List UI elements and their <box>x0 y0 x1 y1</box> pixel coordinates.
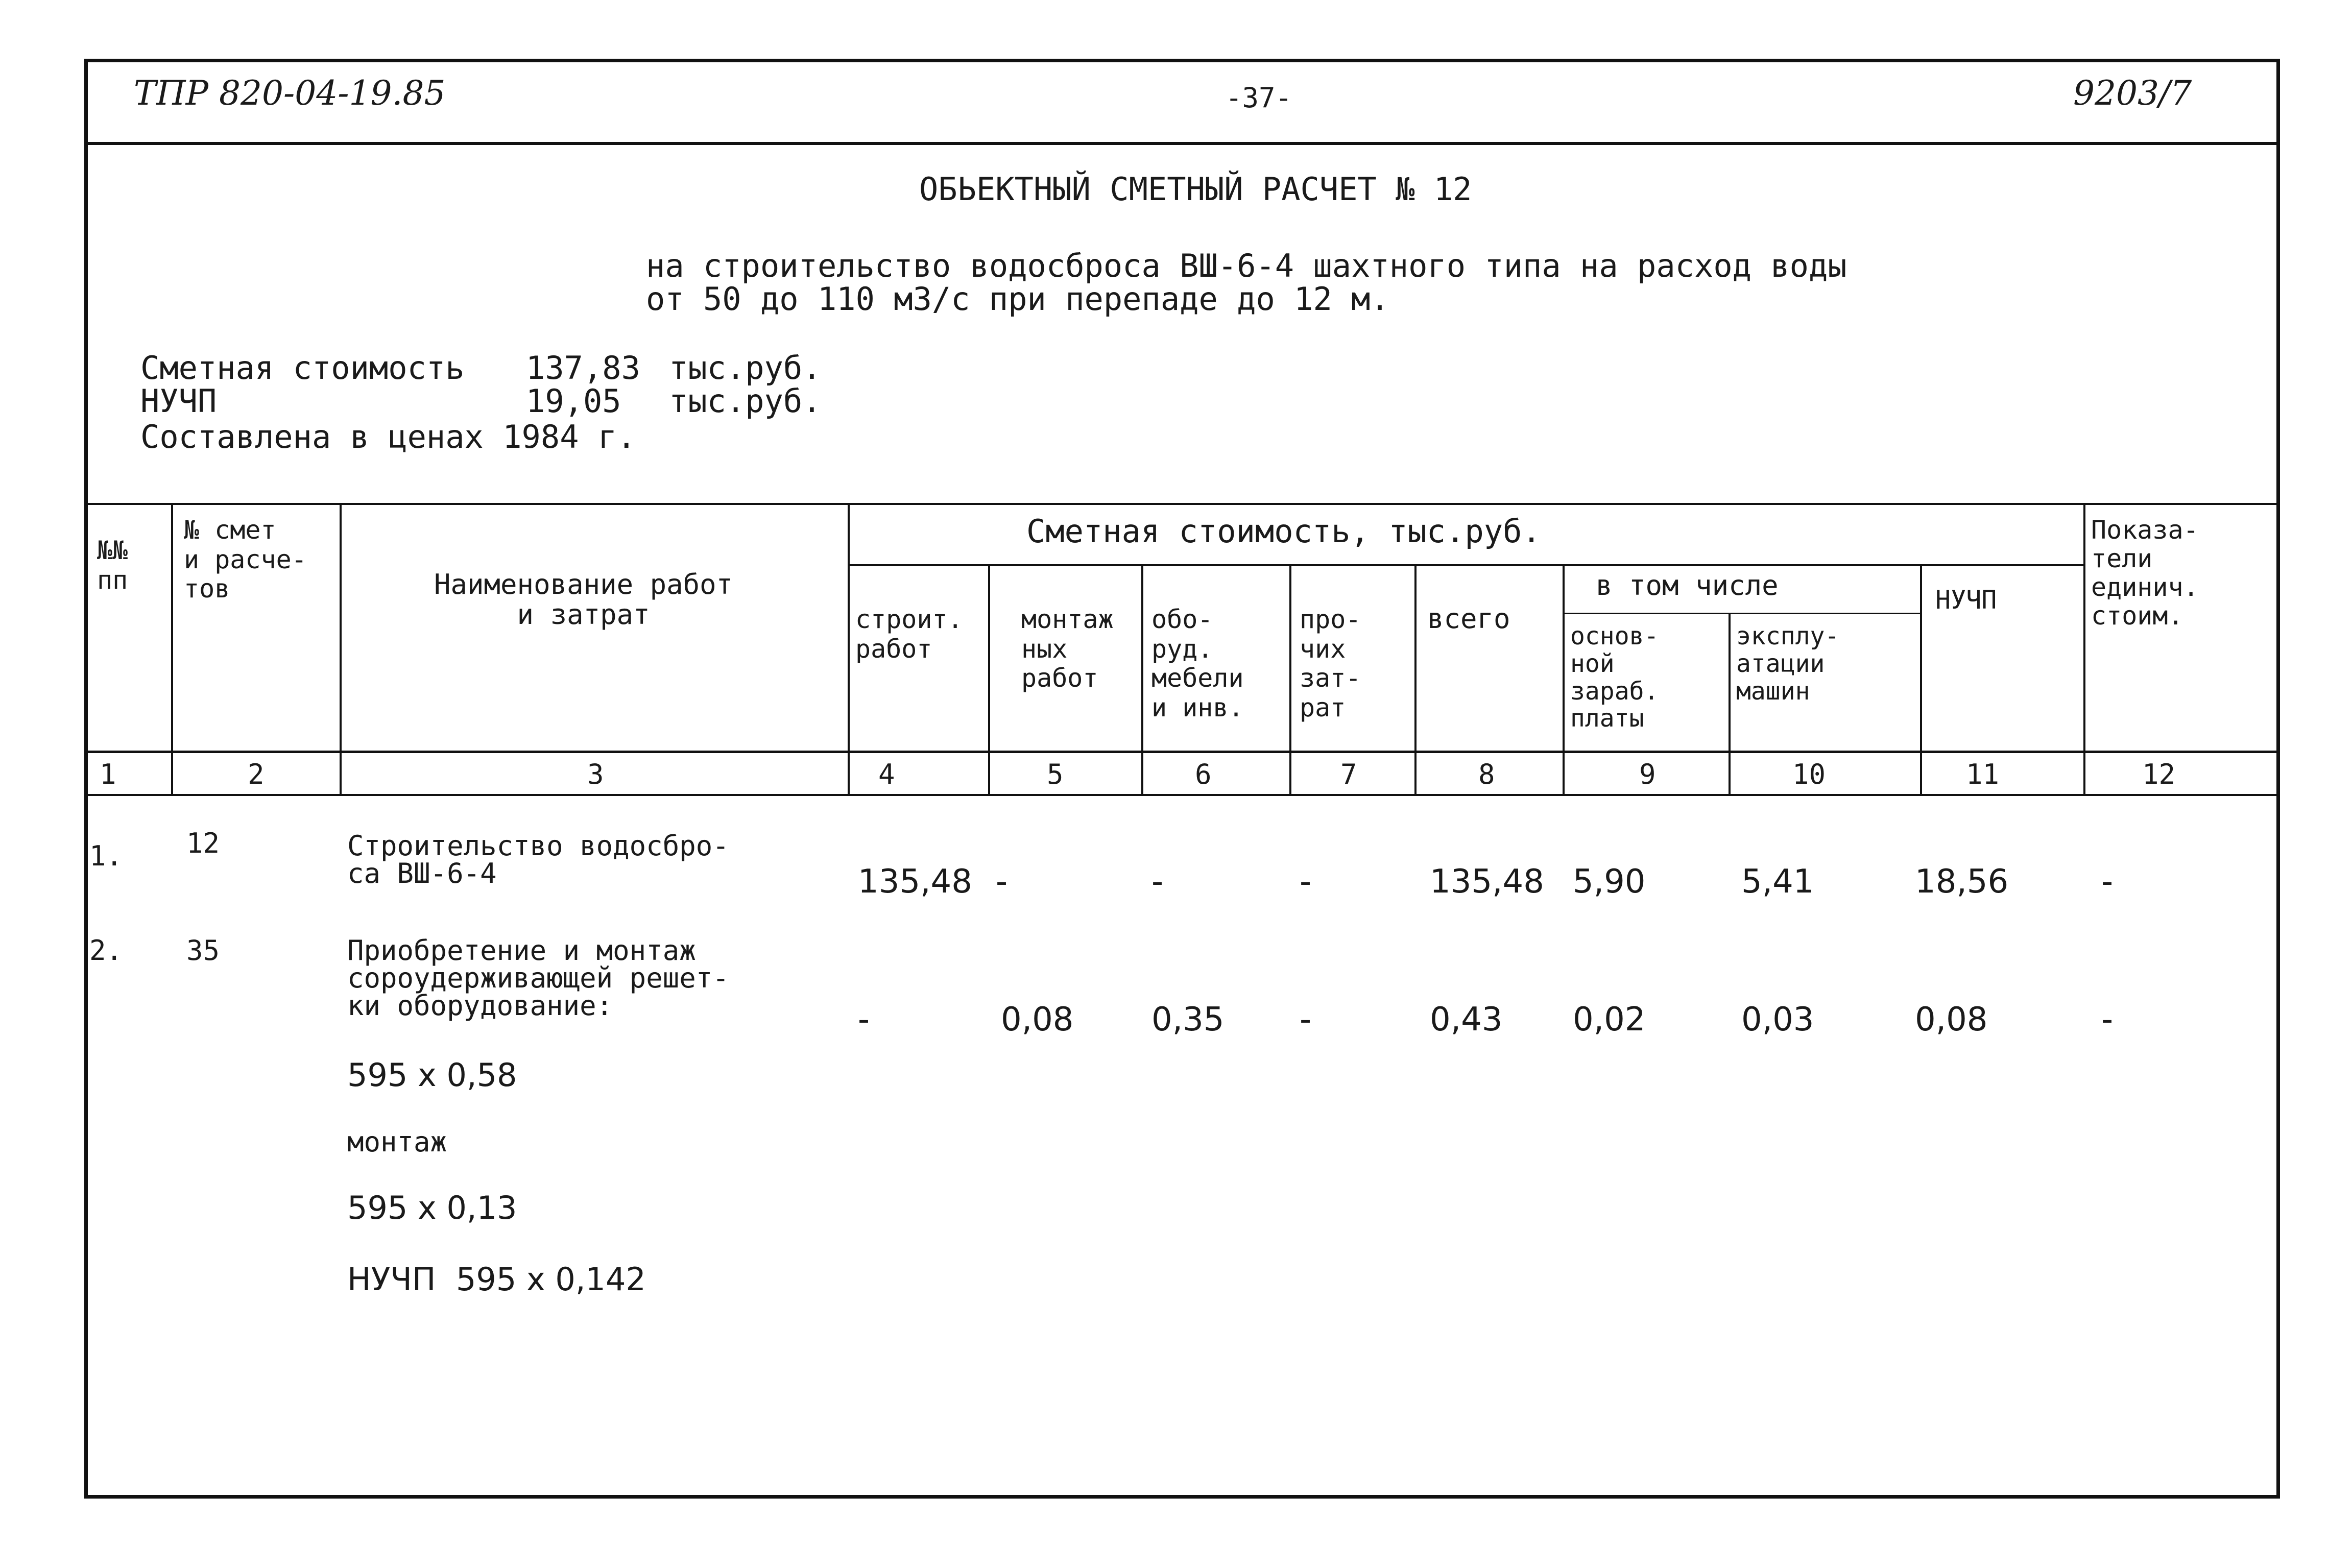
header-divider <box>84 142 2280 145</box>
note-nuchp: НУЧП 595 x 0,142 <box>347 1261 646 1298</box>
note-equipment: 595 x 0,58 <box>347 1056 517 1094</box>
header-col2: № смет и расче- тов <box>184 515 307 604</box>
subtitle-line-2: от 50 до 110 м3/с при перепаде до 12 м. <box>646 280 1389 318</box>
note-installation: 595 x 0,13 <box>347 1189 517 1226</box>
nuchp-unit: тыс.руб. <box>669 382 822 420</box>
col-divider-8 <box>1563 564 1565 794</box>
col-divider-2 <box>340 503 342 794</box>
col-divider-6 <box>1289 564 1291 794</box>
row2-c8: 0,43 <box>1430 1001 1503 1039</box>
note-installation-label: монтаж <box>347 1126 447 1158</box>
cost-label: Сметная стоимость <box>140 349 465 387</box>
col-divider-1 <box>171 503 173 794</box>
header-col5: монтаж ных работ <box>1021 605 1114 693</box>
row2-no: 2. <box>89 934 123 967</box>
colnum-6: 6 <box>1195 758 1212 790</box>
colnum-3: 3 <box>587 758 604 790</box>
row1-name: Строительство водосбро- са ВШ-6-4 <box>347 830 729 889</box>
row1-c5: - <box>996 863 1008 901</box>
nuchp-label: НУЧП <box>140 382 217 420</box>
group-header-rule <box>848 564 2083 566</box>
row1-c12: - <box>2101 863 2114 901</box>
sheet-code: 9203/7 <box>2073 74 2192 113</box>
row2-c10: 0,03 <box>1741 1001 1814 1039</box>
col-divider-10 <box>1920 564 1922 794</box>
colnum-12: 12 <box>2142 758 2176 790</box>
header-group: Сметная стоимость, тыс.руб. <box>1026 513 1541 550</box>
row2-c5: 0,08 <box>1001 1001 1074 1039</box>
nuchp-value: 19,05 <box>526 382 621 420</box>
colnum-9: 9 <box>1639 758 1656 790</box>
header-col11: НУЧП <box>1935 585 1997 615</box>
row1-no: 1. <box>89 840 123 872</box>
row1-c6: - <box>1151 863 1164 901</box>
header-col1: №№ пп <box>97 536 128 595</box>
header-col4: строит. работ <box>855 605 963 664</box>
header-subgroup: в том числе <box>1596 569 1779 601</box>
row2-name: Приобретение и монтаж сороудерживающей решет- ки оборудование: <box>347 934 729 1022</box>
header-col3: Наименование работ и затрат <box>434 568 733 631</box>
col-divider-5 <box>1141 564 1143 794</box>
row1-c7: - <box>1300 863 1312 901</box>
row1-c8: 135,48 <box>1430 863 1544 901</box>
row2-c9: 0,02 <box>1573 1001 1646 1039</box>
col-divider-11 <box>2083 503 2085 794</box>
document-heading: ОБЬЕКТНЫЙ СМЕТНЫЙ РАСЧЕТ № 12 <box>919 171 1472 208</box>
col-divider-4 <box>988 564 990 794</box>
colnum-8: 8 <box>1478 758 1495 790</box>
colnum-1: 1 <box>100 758 116 790</box>
page-number: -37- <box>1226 82 1292 114</box>
row2-estimate: 35 <box>186 934 220 967</box>
colnum-bottom-rule <box>84 794 2280 796</box>
header-bottom-rule <box>84 751 2280 753</box>
header-col12: Показа- тели единич. стоим. <box>2091 515 2199 631</box>
header-col10: эксплу- атации машин <box>1736 622 1840 706</box>
header-col6: обо- руд. мебели и инв. <box>1151 605 1244 722</box>
row2-c11: 0,08 <box>1915 1001 1988 1039</box>
colnum-2: 2 <box>248 758 265 790</box>
table-top-rule <box>84 503 2280 505</box>
row1-c10: 5,41 <box>1741 863 1814 901</box>
header-col8: всего <box>1427 602 1510 635</box>
row2-c7: - <box>1300 1001 1312 1039</box>
subtitle-line-1: на строительство водосброса ВШ-6-4 шахтного типа на расход воды <box>646 247 1847 284</box>
col-divider-7 <box>1414 564 1417 794</box>
colnum-11: 11 <box>1966 758 2000 790</box>
colnum-10: 10 <box>1792 758 1826 790</box>
header-col9: основ- ной зараб. платы <box>1570 622 1659 733</box>
row2-c6: 0,35 <box>1151 1001 1225 1039</box>
colnum-7: 7 <box>1340 758 1357 790</box>
subgroup-rule <box>1563 613 1920 614</box>
colnum-4: 4 <box>878 758 895 790</box>
row2-c4: - <box>858 1001 870 1039</box>
row1-estimate: 12 <box>186 827 220 859</box>
cost-value: 137,83 <box>526 349 640 387</box>
col-divider-3 <box>848 503 850 794</box>
row2-c12: - <box>2101 1001 2114 1039</box>
cost-unit: тыс.руб. <box>669 349 822 387</box>
row1-c4: 135,48 <box>858 863 972 901</box>
row1-c11: 18,56 <box>1915 863 2009 901</box>
header-col7: про- чих зат- рат <box>1300 605 1361 722</box>
row1-c9: 5,90 <box>1573 863 1646 901</box>
prices-line: Составлена в ценах 1984 г. <box>140 418 636 455</box>
col-divider-9 <box>1729 613 1731 794</box>
doc-code: ТПР 820-04-19.85 <box>134 74 446 113</box>
colnum-5: 5 <box>1047 758 1064 790</box>
